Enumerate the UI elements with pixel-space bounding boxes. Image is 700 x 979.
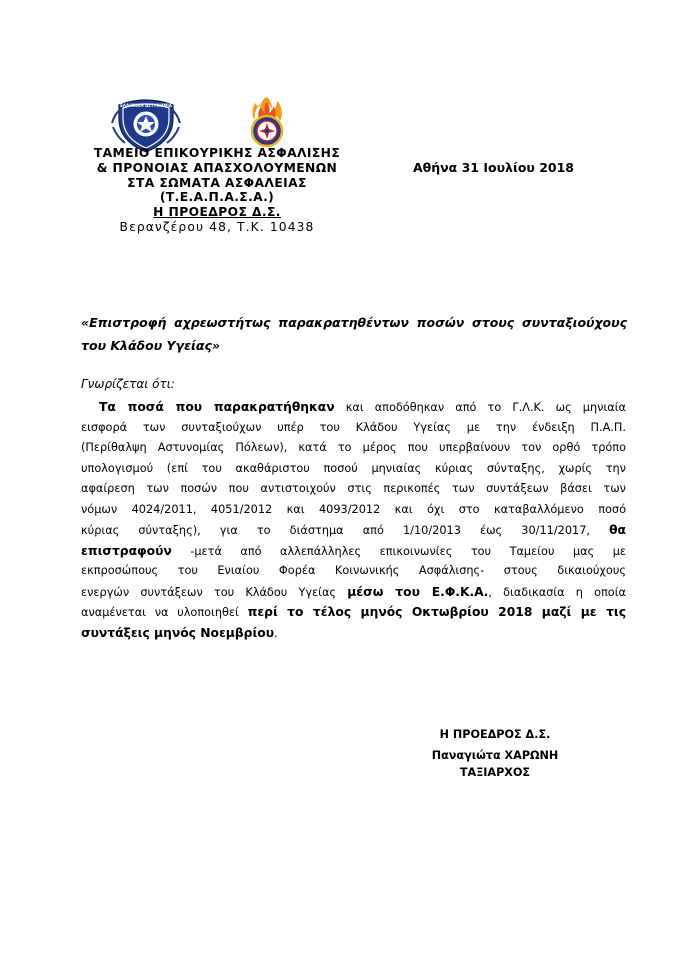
signature-rank: ΤΑΞΙΑΡΧΟΣ xyxy=(459,766,531,779)
body-text: -μετά από αλλεπάλληλες επικοινωνίες του Ταμείου μας με xyxy=(171,544,626,558)
signature-block xyxy=(420,725,570,780)
org-name-line-1: ΤΑΜΕΙΟ ΕΠΙΚΟΥΡΙΚΗΣ ΑΣΦΑΛΙΣΗΣ xyxy=(93,146,341,160)
body-bold-phrase: περί το τέλος μηνός Οκτωβρίου 2018 μαζί με τις xyxy=(247,605,626,619)
body-line-10 xyxy=(81,582,626,603)
body-line-12 xyxy=(81,623,626,644)
police-emblem-logo xyxy=(109,97,183,153)
body-text: κύριας σύνταξης), για το διάστημα από 1/10/2013 έως 30/11/2017, xyxy=(81,524,590,537)
body-line-8 xyxy=(81,541,626,562)
body-line-4: υπολογισμού (επί του ακαθάριστου ποσού μηνιαίας κύριας σύνταξης, χωρίς την xyxy=(81,461,626,475)
org-address: Βερανζέρου 48, Τ.Κ. 10438 xyxy=(119,219,315,234)
body-line-3: (Περίθαλψη Αστυνομίας Πόλεων), κατά το μέρος που υπερβαίνουν τον ορθό τρόπο xyxy=(81,441,626,454)
police-logo-text: ΕΛΛΗΝΙΚΗ ΑΣΤΥΝΟΜΙΑ xyxy=(120,103,172,108)
body-text: και αποδόθηκαν από το Γ.Λ.Κ. ως μηνιαία xyxy=(334,401,626,414)
signature-name: Παναγιώτα ΧΑΡΩΝΗ xyxy=(431,749,559,762)
body-line-7 xyxy=(81,520,626,541)
body-line-2: εισφορά των συνταξιούχων υπέρ του Κλάδου Υγείας με την ένδειξη Π.Α.Π. xyxy=(81,420,626,434)
fire-service-emblem-logo xyxy=(247,95,287,152)
body-text: αναμένεται να υλοποιηθεί xyxy=(81,606,248,619)
body-line-11 xyxy=(81,602,626,623)
org-name-line-2: & ΠΡΟΝΟΙΑΣ ΑΠΑΣΧΟΛΟΥΜΕΝΩΝ xyxy=(96,160,338,175)
body-bold-phrase: συντάξεις μηνός Νοεμβρίου xyxy=(81,625,275,640)
org-acronym: (Τ.Ε.Α.Π.Α.Σ.Α.) xyxy=(159,190,275,205)
body-text: . xyxy=(274,626,278,640)
document-date: Αθήνα 31 Ιουλίου 2018 xyxy=(413,160,574,175)
body-text: ενεργών συντάξεων του Κλάδου Υγείας xyxy=(81,585,348,599)
body-line-9: εκπροσώπους του Ενιαίου Φορέα Κοινωνικής Ασφάλισης- στους δικαιούχους xyxy=(81,564,626,577)
signature-title: Η ΠΡΟΕΔΡΟΣ Δ.Σ. xyxy=(439,728,551,741)
body-line-1 xyxy=(81,397,626,418)
org-president-title: Η ΠΡΟΕΔΡΟΣ Δ.Σ. xyxy=(153,205,281,220)
body-bold-phrase: Τα ποσά που παρακρατήθηκαν xyxy=(99,400,335,414)
body-line-5: αφαίρεση των ποσών που αντιστοιχούν στις περικοπές των συντάξεων βάσει των xyxy=(81,482,626,495)
body-paragraph xyxy=(81,397,626,643)
body-bold-phrase: μέσω του Ε.Φ.Κ.Α. xyxy=(347,584,489,599)
body-text: , διαδικασία η οποία xyxy=(488,585,626,599)
intro-text: Γνωρίζεται ότι: xyxy=(81,377,175,391)
org-name-line-3: ΣΤΑ ΣΩΜΑΤΑ ΑΣΦΑΛΕΙΑΣ xyxy=(127,175,307,190)
subject-line-1: «Επιστροφή αχρεωστήτως παρακρατηθέντων ποσών στους συνταξιούχους xyxy=(81,315,627,330)
subject-line-2: του Κλάδου Υγείας» xyxy=(81,338,221,353)
body-bold-phrase: επιστραφούν xyxy=(81,543,172,558)
body-bold-phrase: θα xyxy=(609,523,627,537)
document-subject xyxy=(81,311,627,357)
organization-header xyxy=(73,146,361,235)
body-line-6: νόμων 4024/2011, 4051/2012 και 4093/2012 και όχι στο καταβαλλόμενο ποσό xyxy=(81,502,626,516)
